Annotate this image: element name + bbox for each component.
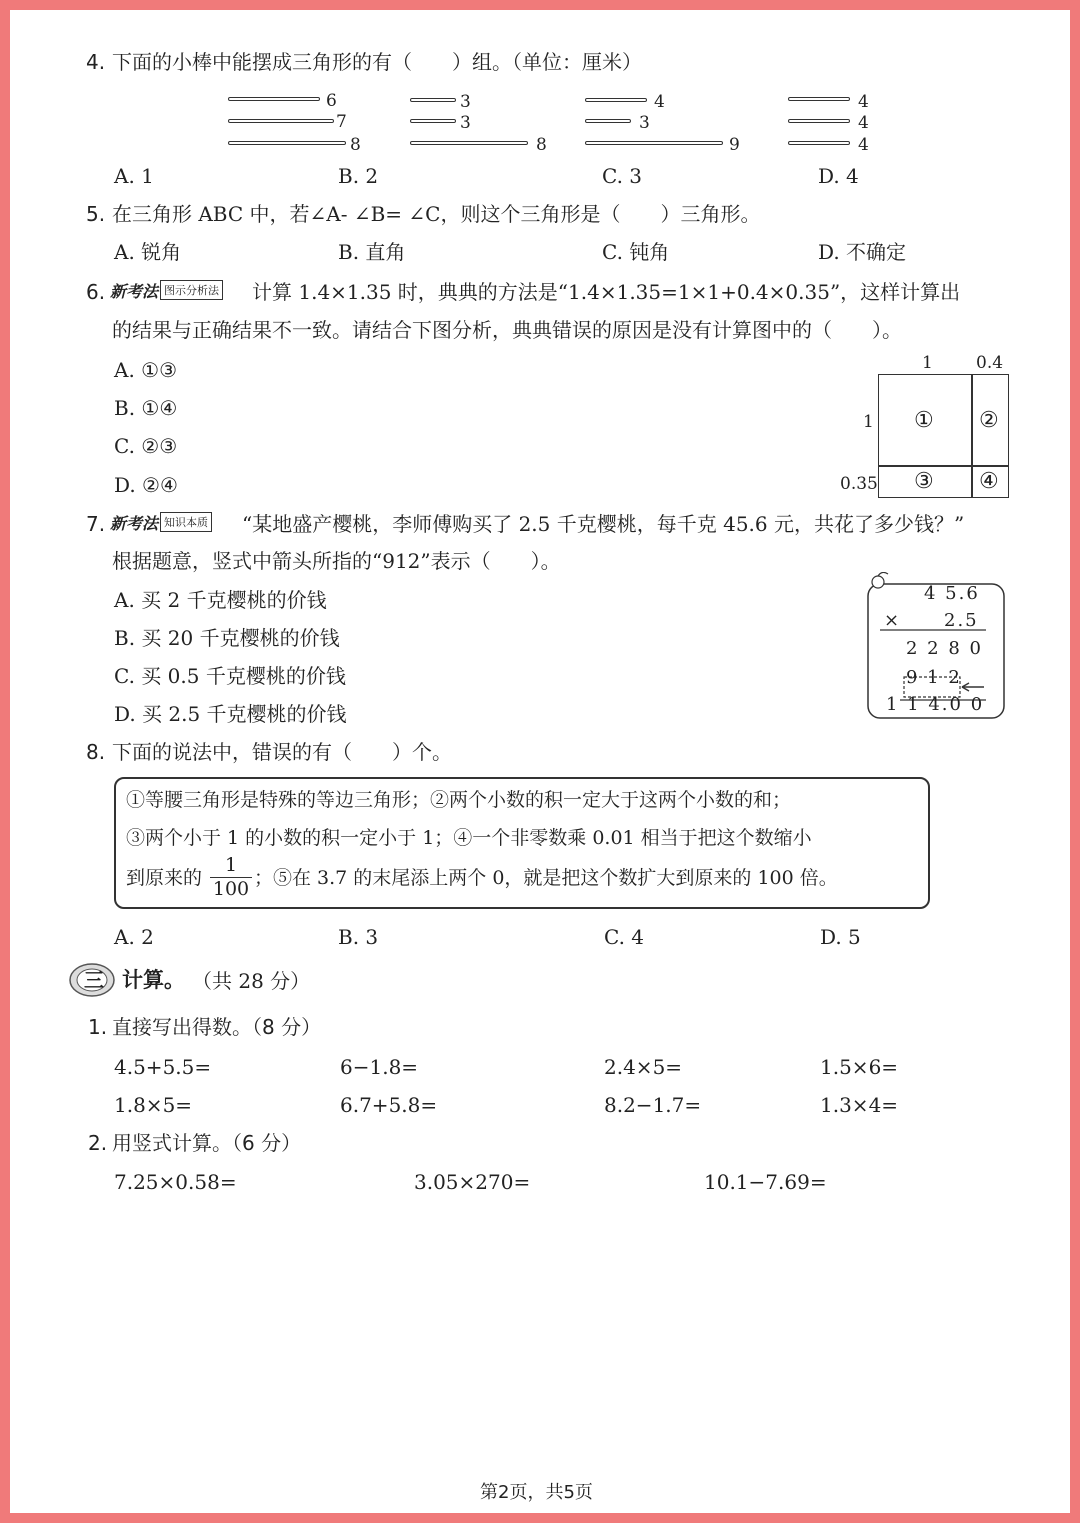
- stick-length: 8: [350, 135, 361, 155]
- tag-sub: 知识本质: [160, 512, 212, 532]
- q5-option-b[interactable]: B. 直角: [338, 240, 406, 264]
- c2-item: 7.25×0.58=: [114, 1170, 237, 1194]
- q7-new-method-tag: [110, 512, 212, 532]
- stick: [228, 97, 320, 101]
- stick: [788, 141, 850, 145]
- fraction-numerator: 1: [224, 854, 238, 876]
- section-number: 三: [84, 968, 104, 992]
- tag-main: 新考法: [110, 513, 159, 533]
- q7-text-line2: 根据题意，竖式中箭头所指的“912”表示（ ）。: [112, 549, 561, 573]
- q6-option-c[interactable]: C. ②③: [114, 434, 178, 458]
- stick-length: 4: [858, 113, 869, 133]
- stick: [585, 141, 723, 145]
- q4-option-d[interactable]: D. 4: [818, 164, 859, 188]
- q8-option-d[interactable]: D. 5: [820, 925, 861, 949]
- stick-length: 4: [858, 92, 869, 112]
- c1-item: 8.2−1.7=: [604, 1093, 702, 1117]
- c1-number: 1.: [88, 1015, 108, 1039]
- c2-number: 2.: [88, 1131, 108, 1155]
- q6-text-line1: 计算 1.4×1.35 时，典典的方法是“1.4×1.35=1×1+0.4×0.35”，这样计算出: [252, 280, 961, 304]
- q8-box-line3-a: 到原来的: [126, 867, 203, 889]
- cell-4: ④: [979, 469, 999, 494]
- q7-text-line1: “某地盛产樱桃，李师傅购买了 2.5 千克樱桃，每千克 45.6 元，共花了多少钱？”: [242, 512, 965, 536]
- c1-item: 6−1.8=: [340, 1055, 419, 1079]
- stick: [410, 141, 528, 145]
- section-points: （共 28 分）: [192, 969, 311, 993]
- q8-option-b[interactable]: B. 3: [338, 925, 379, 949]
- stick-length: 7: [336, 112, 347, 132]
- cherry-icon: [872, 576, 884, 588]
- stick: [228, 119, 334, 123]
- fraction-denominator: 100: [212, 878, 250, 900]
- vertical-row5: 1 1 4.0 0: [886, 694, 985, 715]
- c1-item: 4.5+5.5=: [114, 1055, 212, 1079]
- cell-1: ①: [914, 408, 934, 433]
- tag-sub: 图示分析法: [160, 280, 223, 300]
- q6-number: 6.: [86, 280, 106, 304]
- q4-number: 4.: [86, 50, 106, 74]
- q6-new-method-tag: [110, 280, 223, 300]
- c1-item: 6.7+5.8=: [340, 1093, 438, 1117]
- vertical-times-sign: ×: [884, 610, 900, 631]
- cell-3: ③: [914, 469, 934, 494]
- page-footer: 第2页，共5页: [480, 1482, 593, 1503]
- q8-option-c[interactable]: C. 4: [604, 925, 645, 949]
- stick: [410, 119, 456, 123]
- exam-page: [10, 10, 1070, 1513]
- stick: [410, 98, 456, 102]
- c1-item: 1.3×4=: [820, 1093, 899, 1117]
- area-vertical-divider: [971, 374, 973, 498]
- q7-number: 7.: [86, 512, 106, 536]
- q8-box-line1: ①等腰三角形是特殊的等边三角形；②两个小数的积一定大于这两个小数的和；: [126, 789, 792, 811]
- q6-option-d[interactable]: D. ②④: [114, 473, 178, 497]
- top-label-04: 0.4: [976, 353, 1004, 373]
- q5-option-a[interactable]: A. 锐角: [114, 240, 182, 264]
- c2-item: 10.1−7.69=: [704, 1170, 827, 1194]
- q4-text: 下面的小棒中能摆成三角形的有（ ）组。（单位：厘米）: [112, 50, 642, 74]
- section-title: 计算。: [122, 968, 185, 992]
- q8-fraction: [210, 856, 252, 899]
- c1-item: 1.8×5=: [114, 1093, 193, 1117]
- q6-option-b[interactable]: B. ①④: [114, 396, 178, 420]
- stick: [228, 141, 346, 145]
- c1-item: 2.4×5=: [604, 1055, 683, 1079]
- q5-option-c[interactable]: C. 钝角: [602, 240, 670, 264]
- q4-option-c[interactable]: C. 3: [602, 164, 643, 188]
- stick: [585, 119, 631, 123]
- left-label-035: 0.35: [840, 474, 878, 494]
- tag-main: 新考法: [110, 281, 159, 301]
- vertical-row3: 2 2 8 0: [906, 638, 983, 659]
- q7-option-d[interactable]: D. 买 2.5 千克樱桃的价钱: [114, 702, 347, 726]
- vertical-row2: 2.5: [944, 610, 979, 631]
- q8-box-line3-b: ；⑤在 3.7 的末尾添上两个 0，就是把这个数扩大到原来的 100 倍。: [254, 867, 838, 889]
- q4-option-b[interactable]: B. 2: [338, 164, 379, 188]
- stick-length: 6: [326, 91, 337, 111]
- q8-option-a[interactable]: A. 2: [114, 925, 154, 949]
- c2-text: 用竖式计算。（6 分）: [112, 1131, 302, 1155]
- c1-text: 直接写出得数。（8 分）: [112, 1015, 322, 1039]
- stick-length: 3: [639, 113, 650, 133]
- stick-length: 4: [858, 135, 869, 155]
- stick-length: 9: [729, 135, 740, 155]
- c2-item: 3.05×270=: [414, 1170, 531, 1194]
- stick-length: 8: [536, 135, 547, 155]
- left-label-1: 1: [863, 412, 874, 432]
- q5-text: 在三角形 ABC 中，若∠A- ∠B= ∠C，则这个三角形是（ ）三角形。: [112, 202, 761, 226]
- stick-length: 4: [654, 92, 665, 112]
- q7-option-c[interactable]: C. 买 0.5 千克樱桃的价钱: [114, 664, 346, 688]
- stick-length: 3: [460, 113, 471, 133]
- q5-option-d[interactable]: D. 不确定: [818, 240, 907, 264]
- q4-option-a[interactable]: A. 1: [114, 164, 154, 188]
- q6-option-a[interactable]: A. ①③: [114, 358, 178, 382]
- q8-text: 下面的说法中，错误的有（ ）个。: [112, 740, 452, 764]
- stick-length: 3: [460, 92, 471, 112]
- stick: [788, 97, 850, 101]
- stick: [585, 98, 647, 102]
- vertical-row4: 9 1 2: [906, 667, 962, 688]
- q7-option-b[interactable]: B. 买 20 千克樱桃的价钱: [114, 626, 340, 650]
- top-label-1: 1: [922, 353, 933, 373]
- q7-option-a[interactable]: A. 买 2 千克樱桃的价钱: [114, 588, 327, 612]
- q8-box-line2: ③两个小于 1 的小数的积一定小于 1；④一个非零数乘 0.01 相当于把这个数缩小: [126, 827, 812, 849]
- stick: [788, 119, 850, 123]
- q8-number: 8.: [86, 740, 106, 764]
- vertical-row1: 4 5.6: [924, 583, 980, 604]
- q6-text-line2: 的结果与正确结果不一致。请结合下图分析，典典错误的原因是没有计算图中的（ ）。: [112, 318, 902, 342]
- q5-number: 5.: [86, 202, 106, 226]
- area-horizontal-divider: [878, 465, 1009, 467]
- cell-2: ②: [979, 408, 999, 433]
- c1-item: 1.5×6=: [820, 1055, 899, 1079]
